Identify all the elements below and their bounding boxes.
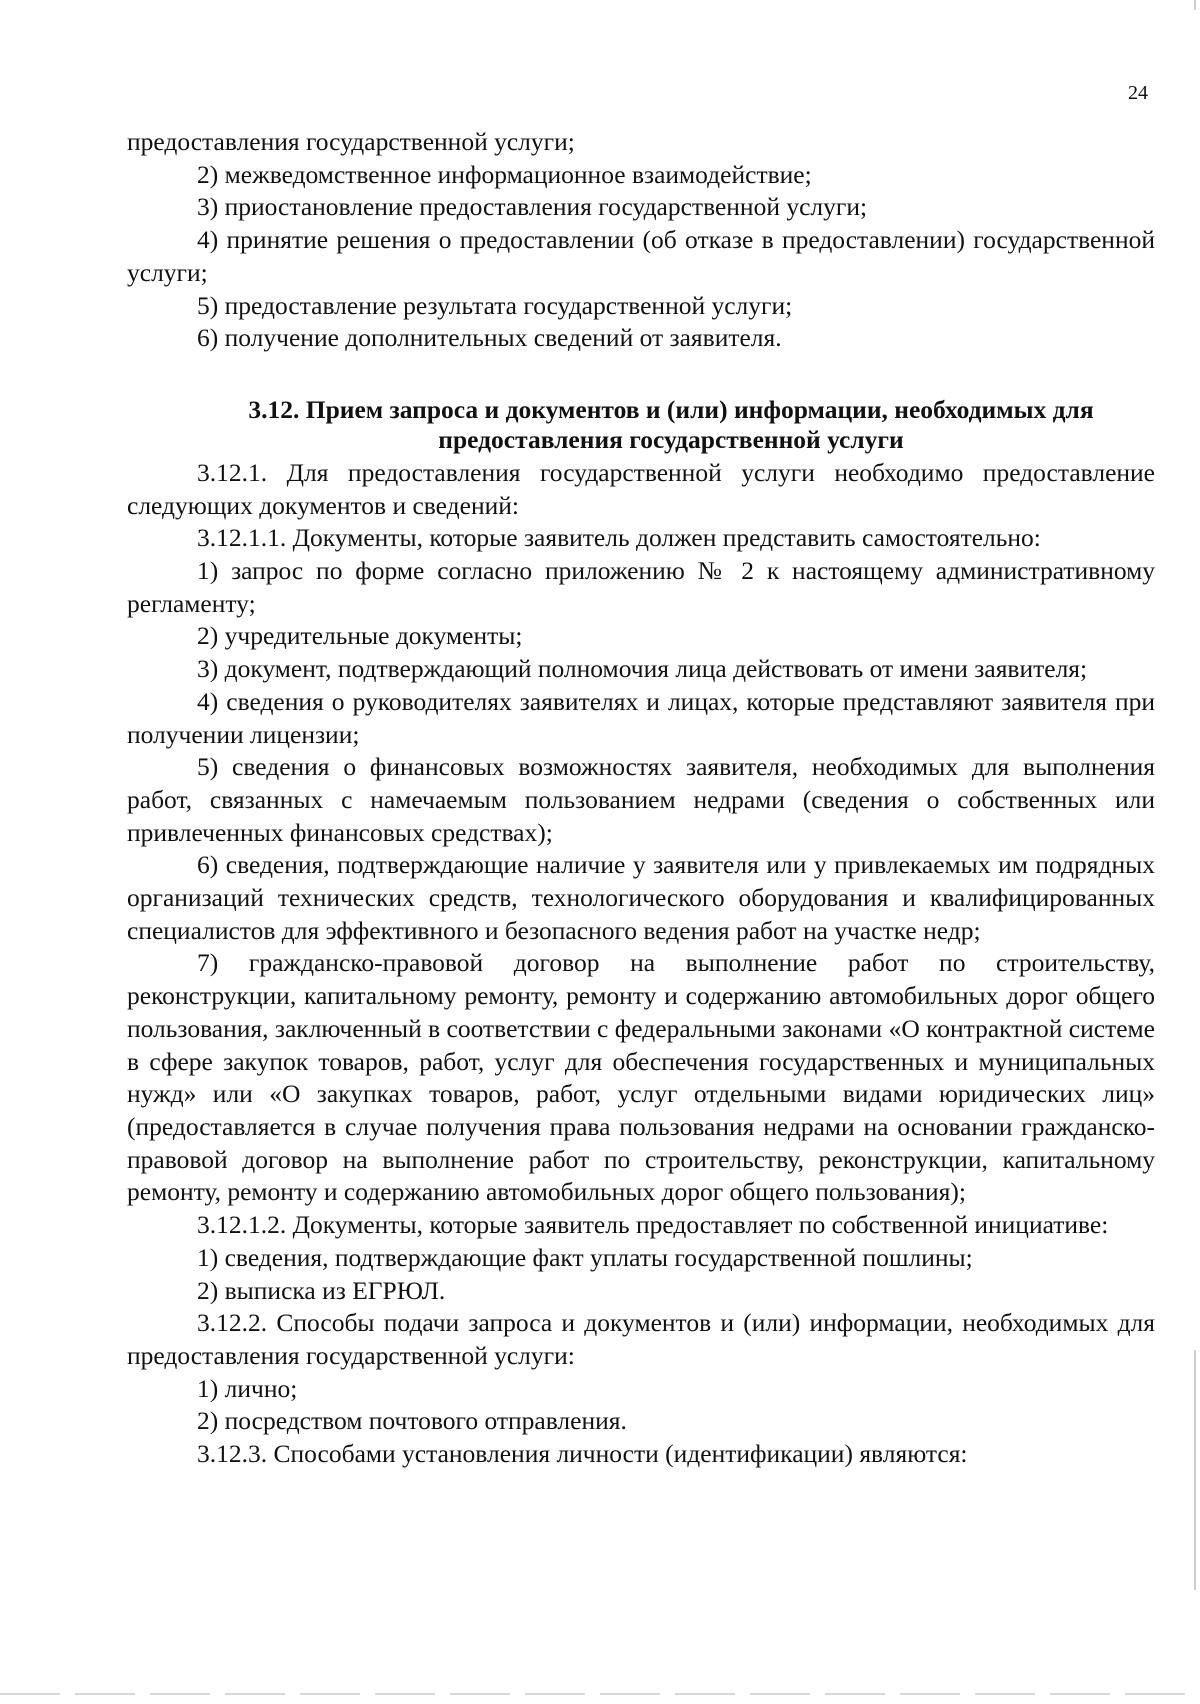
paragraph: 5) сведения о финансовых возможностях заявителя, необходимых для выполнения работ, связанных с намечаемым пользованием недрами (сведения о собственных или привлеченных финансовых средствах); [127, 752, 1155, 847]
paragraph: 2) посредством почтового отправления. [197, 1406, 627, 1436]
paragraph: 3.12.1.1. Документы, которые заявитель должен представить самостоятельно: [197, 523, 1041, 553]
paragraph: 5) предоставление результата государственной услуги; [197, 290, 793, 320]
paragraph: 3.12.2. Способы подачи запроса и документов и (или) информации, необходимых для предоставления государственной услуги: [127, 1308, 1155, 1370]
paragraph: 6) сведения, подтверждающие наличие у заявителя или у привлекаемых им подрядных организаций технических средств, технологического оборудования и квалифицированных специалистов для эффективного и безопасного ведения работ на участке недр; [127, 850, 1155, 945]
paragraph: 1) сведения, подтверждающие факт уплаты государственной пошлины; [197, 1242, 973, 1272]
paragraph: 2) учредительные документы; [197, 621, 523, 651]
paragraph: 1) запрос по форме согласно приложению № 2 к настоящему административному регламенту; [127, 556, 1155, 618]
paragraph: 2) выписка из ЕГРЮЛ. [197, 1275, 446, 1305]
document-body [127, 126, 1155, 1471]
section-heading: 3.12. Прием запроса и документов и (или) информации, необходимых для предоставления государственной услуги [248, 394, 1094, 454]
paragraph: 3.12.1. Для предоставления государственной услуги необходимо предоставление следующих документов и сведений: [127, 457, 1155, 520]
intro-list [127, 126, 1155, 355]
paragraph: 6) получение дополнительных сведений от заявителя. [197, 323, 782, 353]
paragraph: 4) принятие решения о предоставлении (об отказе в предоставлении) государственной услуги; [127, 225, 1155, 287]
paragraph: 2) межведомственное информационное взаимодействие; [197, 159, 812, 189]
page-number: 24 [1128, 82, 1148, 104]
paragraph: предоставления государственной услуги; [127, 127, 575, 156]
scan-edge-mark [1194, 1350, 1196, 1590]
paragraph: 3.12.3. Способами установления личности (идентификации) являются: [197, 1439, 968, 1469]
scan-edge-mark [1194, 0, 1196, 10]
section-body [127, 457, 1155, 1471]
paragraph: 3) документ, подтверждающий полномочия лица действовать от имени заявителя; [197, 654, 1088, 684]
paragraph: 7) гражданско-правовой договор на выполнение работ по строительству, реконструкции, капитальному ремонту, ремонту и содержанию автомобильных дорог общего пользования, заключенный в соответствии с федеральными законами «О контрактной системе в сфере закупок товаров, работ, услуг для обеспечения государственных и муниципальных нужд» или «О закупках товаров, работ, услуг отдельными видами юридических лиц» (предоставляется в случае получения права пользования недрами на основании гражданско-правовой договор на выполнение работ по строительству, реконструкции, капитальному ремонту, ремонту и содержанию автомобильных дорог общего пользования); [127, 948, 1155, 1207]
paragraph: 3.12.1.2. Документы, которые заявитель предоставляет по собственной инициативе: [197, 1210, 1109, 1240]
scan-bottom-mark [0, 1693, 1200, 1695]
paragraph: 3) приостановление предоставления государственной услуги; [197, 192, 868, 222]
paragraph: 4) сведения о руководителях заявителях и лицах, которые представляют заявителя при получении лицензии; [127, 686, 1155, 749]
paragraph: 1) лично; [197, 1373, 298, 1403]
